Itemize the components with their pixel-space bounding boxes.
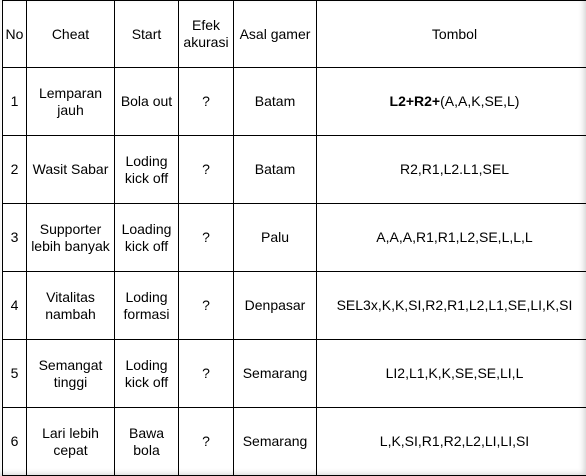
cell-efek: ? [179, 340, 234, 408]
cheat-line1: Lemparan [38, 84, 103, 101]
cell-efek: ? [179, 204, 234, 272]
tombol-rest: (A,A,K,SE,L) [440, 93, 520, 109]
table-row [3, 204, 586, 272]
header-efek-line2: akurasi [183, 34, 229, 50]
cell-tombol [317, 340, 586, 408]
cheat-line1: Vitalitas [46, 288, 95, 305]
cheat-table [2, 0, 586, 476]
cheat-line2: nambah [45, 305, 96, 322]
tombol-bold: L2+R2+ [389, 93, 441, 109]
cell-start [115, 272, 179, 340]
cell-asal: Batam [234, 68, 317, 136]
header-efek-line1: Efek [191, 17, 220, 33]
cell-tombol [317, 204, 586, 272]
table-row [3, 408, 586, 476]
cheat-line2: cepat [53, 441, 88, 458]
start-line1: Bawa [128, 424, 165, 441]
start-line1: Loding [125, 152, 168, 169]
cheat-line1: Semangat [38, 356, 103, 373]
tombol-rest: SEL3x,K,K,SI,R2,R1,L2,L1,SE,LI,K,SI [336, 297, 573, 313]
start-line2: formasi [123, 305, 170, 322]
header-asal-gamer: Asal gamer [234, 1, 317, 68]
start-line1: Loding [125, 356, 168, 373]
cell-cheat [27, 204, 115, 272]
table-row [3, 272, 586, 340]
cell-efek: ? [179, 408, 234, 476]
cell-start [115, 340, 179, 408]
tombol-rest: R2,R1,L2.L1,SEL [400, 161, 509, 177]
header-row [3, 1, 586, 68]
cheat-line1: Lari lebih [42, 424, 99, 441]
start-line2: bola [133, 441, 160, 458]
cell-no: 2 [3, 136, 27, 204]
header-tombol: Tombol [317, 1, 586, 68]
cell-tombol [317, 136, 586, 204]
cell-tombol [317, 68, 586, 136]
cell-start [115, 68, 179, 136]
cell-cheat [27, 136, 115, 204]
cell-asal: Batam [234, 136, 317, 204]
cell-cheat [27, 68, 115, 136]
table-row [3, 136, 586, 204]
tombol-rest: A,A,A,R1,R1,L2,SE,L,L,L [376, 229, 533, 245]
start-line1: Bola out [120, 93, 173, 109]
cell-no: 6 [3, 408, 27, 476]
cell-start [115, 204, 179, 272]
cell-cheat [27, 272, 115, 340]
cell-asal: Denpasar [234, 272, 317, 340]
cell-asal: Palu [234, 204, 317, 272]
cheat-line2: jauh [57, 101, 84, 118]
cell-asal: Semarang [234, 408, 317, 476]
cell-no: 1 [3, 68, 27, 136]
tombol-rest: LI2,L1,K,K,SE,SE,LI,L [385, 365, 524, 381]
header-start: Start [115, 1, 179, 68]
start-line2: kick off [124, 169, 169, 186]
cell-efek: ? [179, 68, 234, 136]
start-line2: kick off [124, 237, 169, 254]
start-line2: kick off [124, 373, 169, 390]
cell-cheat [27, 408, 115, 476]
cheat-line2: lebih banyak [31, 237, 110, 254]
header-efek-akurasi [179, 1, 234, 68]
cell-no: 3 [3, 204, 27, 272]
cell-efek: ? [179, 136, 234, 204]
cell-no: 5 [3, 340, 27, 408]
table-row [3, 68, 586, 136]
cell-efek: ? [179, 272, 234, 340]
header-no: No [3, 1, 27, 68]
cheat-line1: Supporter [39, 220, 102, 237]
cell-no: 4 [3, 272, 27, 340]
start-line1: Loading [121, 220, 172, 237]
cell-start [115, 408, 179, 476]
cheat-line2: tinggi [53, 373, 88, 390]
header-cheat: Cheat [27, 1, 115, 68]
cell-tombol [317, 272, 586, 340]
cell-cheat [27, 340, 115, 408]
table-row [3, 340, 586, 408]
tombol-rest: L,K,SI,R1,R2,L2,LI,LI,SI [379, 433, 530, 449]
cell-start [115, 136, 179, 204]
cell-tombol [317, 408, 586, 476]
cell-asal: Semarang [234, 340, 317, 408]
cheat-line1: Wasit Sabar [32, 161, 109, 177]
start-line1: Loding [125, 288, 168, 305]
